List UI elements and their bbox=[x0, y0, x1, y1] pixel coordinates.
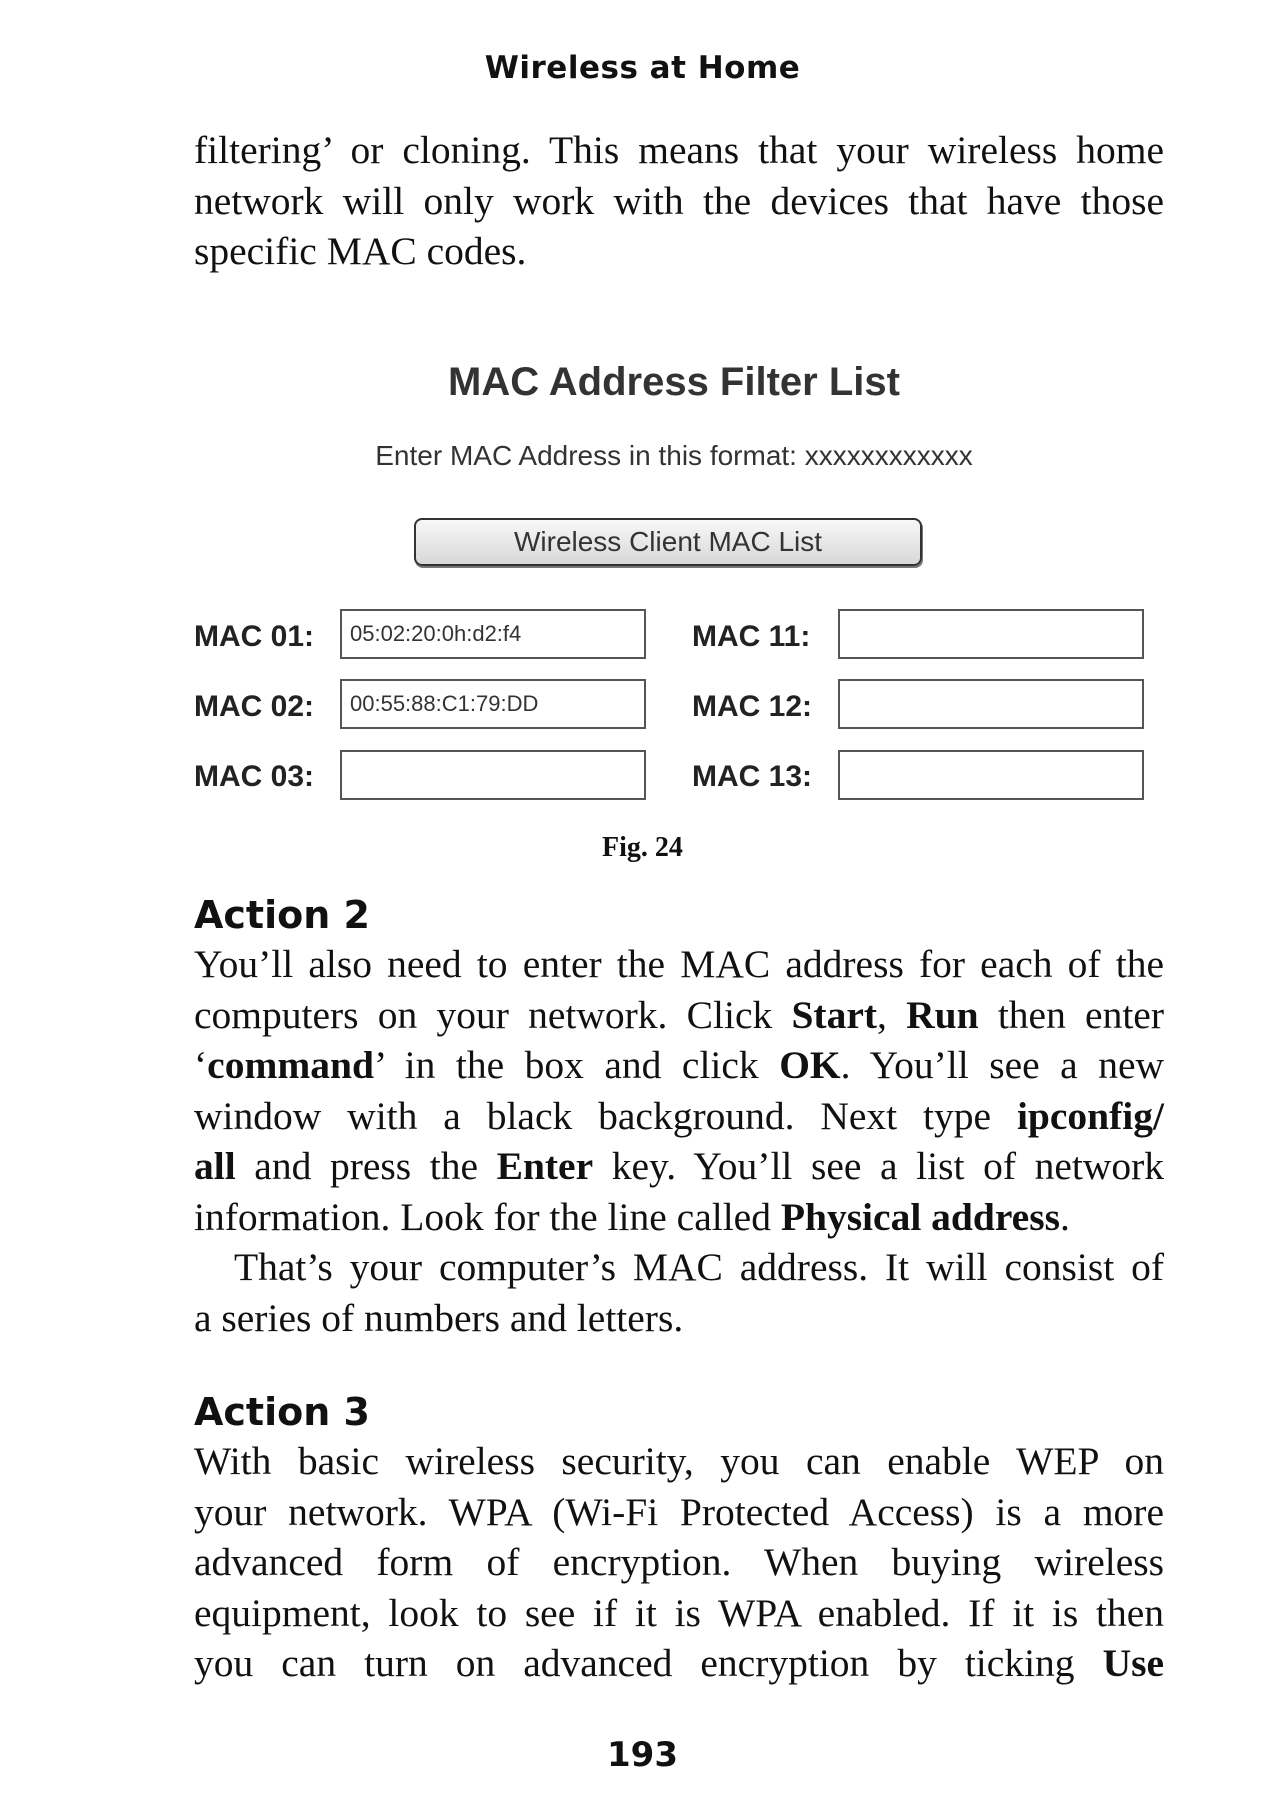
all-term: all bbox=[194, 1144, 236, 1188]
mac-01-label: MAC 01: bbox=[194, 620, 315, 653]
mac-12-field[interactable] bbox=[838, 679, 1144, 729]
mac-03-label: MAC 03: bbox=[194, 760, 315, 793]
text-line: window with a black background. Next type ipconfig/ bbox=[194, 1093, 1164, 1138]
text-line: all and press the Enter key. You’ll see a list of network bbox=[194, 1144, 1165, 1188]
action-3-heading: Action 3 bbox=[194, 1390, 370, 1434]
mac-03-field[interactable] bbox=[340, 750, 646, 800]
text-line: a series of numbers and letters. bbox=[194, 1295, 684, 1340]
mac-01-field[interactable] bbox=[340, 609, 646, 659]
text-line: With basic wireless security, you can enable WEP on bbox=[194, 1439, 1164, 1483]
mac-13-field[interactable] bbox=[838, 750, 1144, 800]
enter-term: Enter bbox=[496, 1144, 594, 1188]
mac-13-label: MAC 13: bbox=[692, 760, 813, 793]
text-line: equipment, look to see if it is WPA enabled. If it is then bbox=[194, 1590, 1164, 1635]
text-line: That’s your computer’s MAC address. It will consist of bbox=[234, 1245, 1164, 1289]
ok-term: OK bbox=[779, 1043, 841, 1087]
text-line: advanced form of encryption. When buying wireless bbox=[194, 1540, 1164, 1584]
text-line: you can turn on advanced encryption by ticking Use bbox=[194, 1641, 1164, 1685]
action-2-heading: Action 2 bbox=[194, 893, 370, 937]
text-line: information. Look for the line called Physical address. bbox=[194, 1194, 1070, 1239]
mac-12-label: MAC 12: bbox=[692, 690, 813, 723]
start-term: Start bbox=[791, 992, 878, 1037]
command-term: command bbox=[207, 1043, 374, 1087]
physical-address-term: Physical address bbox=[780, 1194, 1060, 1239]
mac-02-field[interactable] bbox=[340, 679, 646, 729]
mac-11-label: MAC 11: bbox=[692, 620, 811, 653]
text-line: network will only work with the devices that have those bbox=[194, 178, 1164, 223]
figure-title: MAC Address Filter List bbox=[448, 360, 900, 404]
text-line: computers on your network. Click Start, Run then enter bbox=[194, 992, 1164, 1037]
ipconfig-term: ipconfig/ bbox=[1016, 1093, 1164, 1138]
action-3-section bbox=[194, 1390, 1164, 1689]
use-term: Use bbox=[1102, 1641, 1164, 1685]
text-line: your network. WPA (Wi-Fi Protected Access) is a more bbox=[194, 1489, 1164, 1534]
text-line: filtering’ or cloning. This means that your wireless home bbox=[194, 128, 1164, 172]
run-term: Run bbox=[906, 992, 979, 1037]
mac-filter-figure bbox=[194, 350, 1154, 820]
mac-11-field[interactable] bbox=[838, 609, 1144, 659]
intro-paragraph bbox=[194, 125, 1164, 277]
figure-caption: Fig. 24 bbox=[602, 832, 683, 863]
wireless-client-mac-list-button[interactable]: Wireless Client MAC List bbox=[414, 518, 922, 566]
format-hint: Enter MAC Address in this format: xxxxxxxxxxxx bbox=[375, 440, 973, 471]
page-number: 193 bbox=[607, 1735, 678, 1775]
text-line: You’ll also need to enter the MAC address for each of the bbox=[194, 942, 1164, 986]
text-line: specific MAC codes. bbox=[194, 229, 527, 273]
text-line: ‘command’ in the box and click OK. You’ll see a new bbox=[194, 1043, 1164, 1087]
mac-02-label: MAC 02: bbox=[194, 690, 315, 723]
running-header: Wireless at Home bbox=[484, 50, 801, 86]
action-2-section bbox=[194, 893, 1164, 1343]
